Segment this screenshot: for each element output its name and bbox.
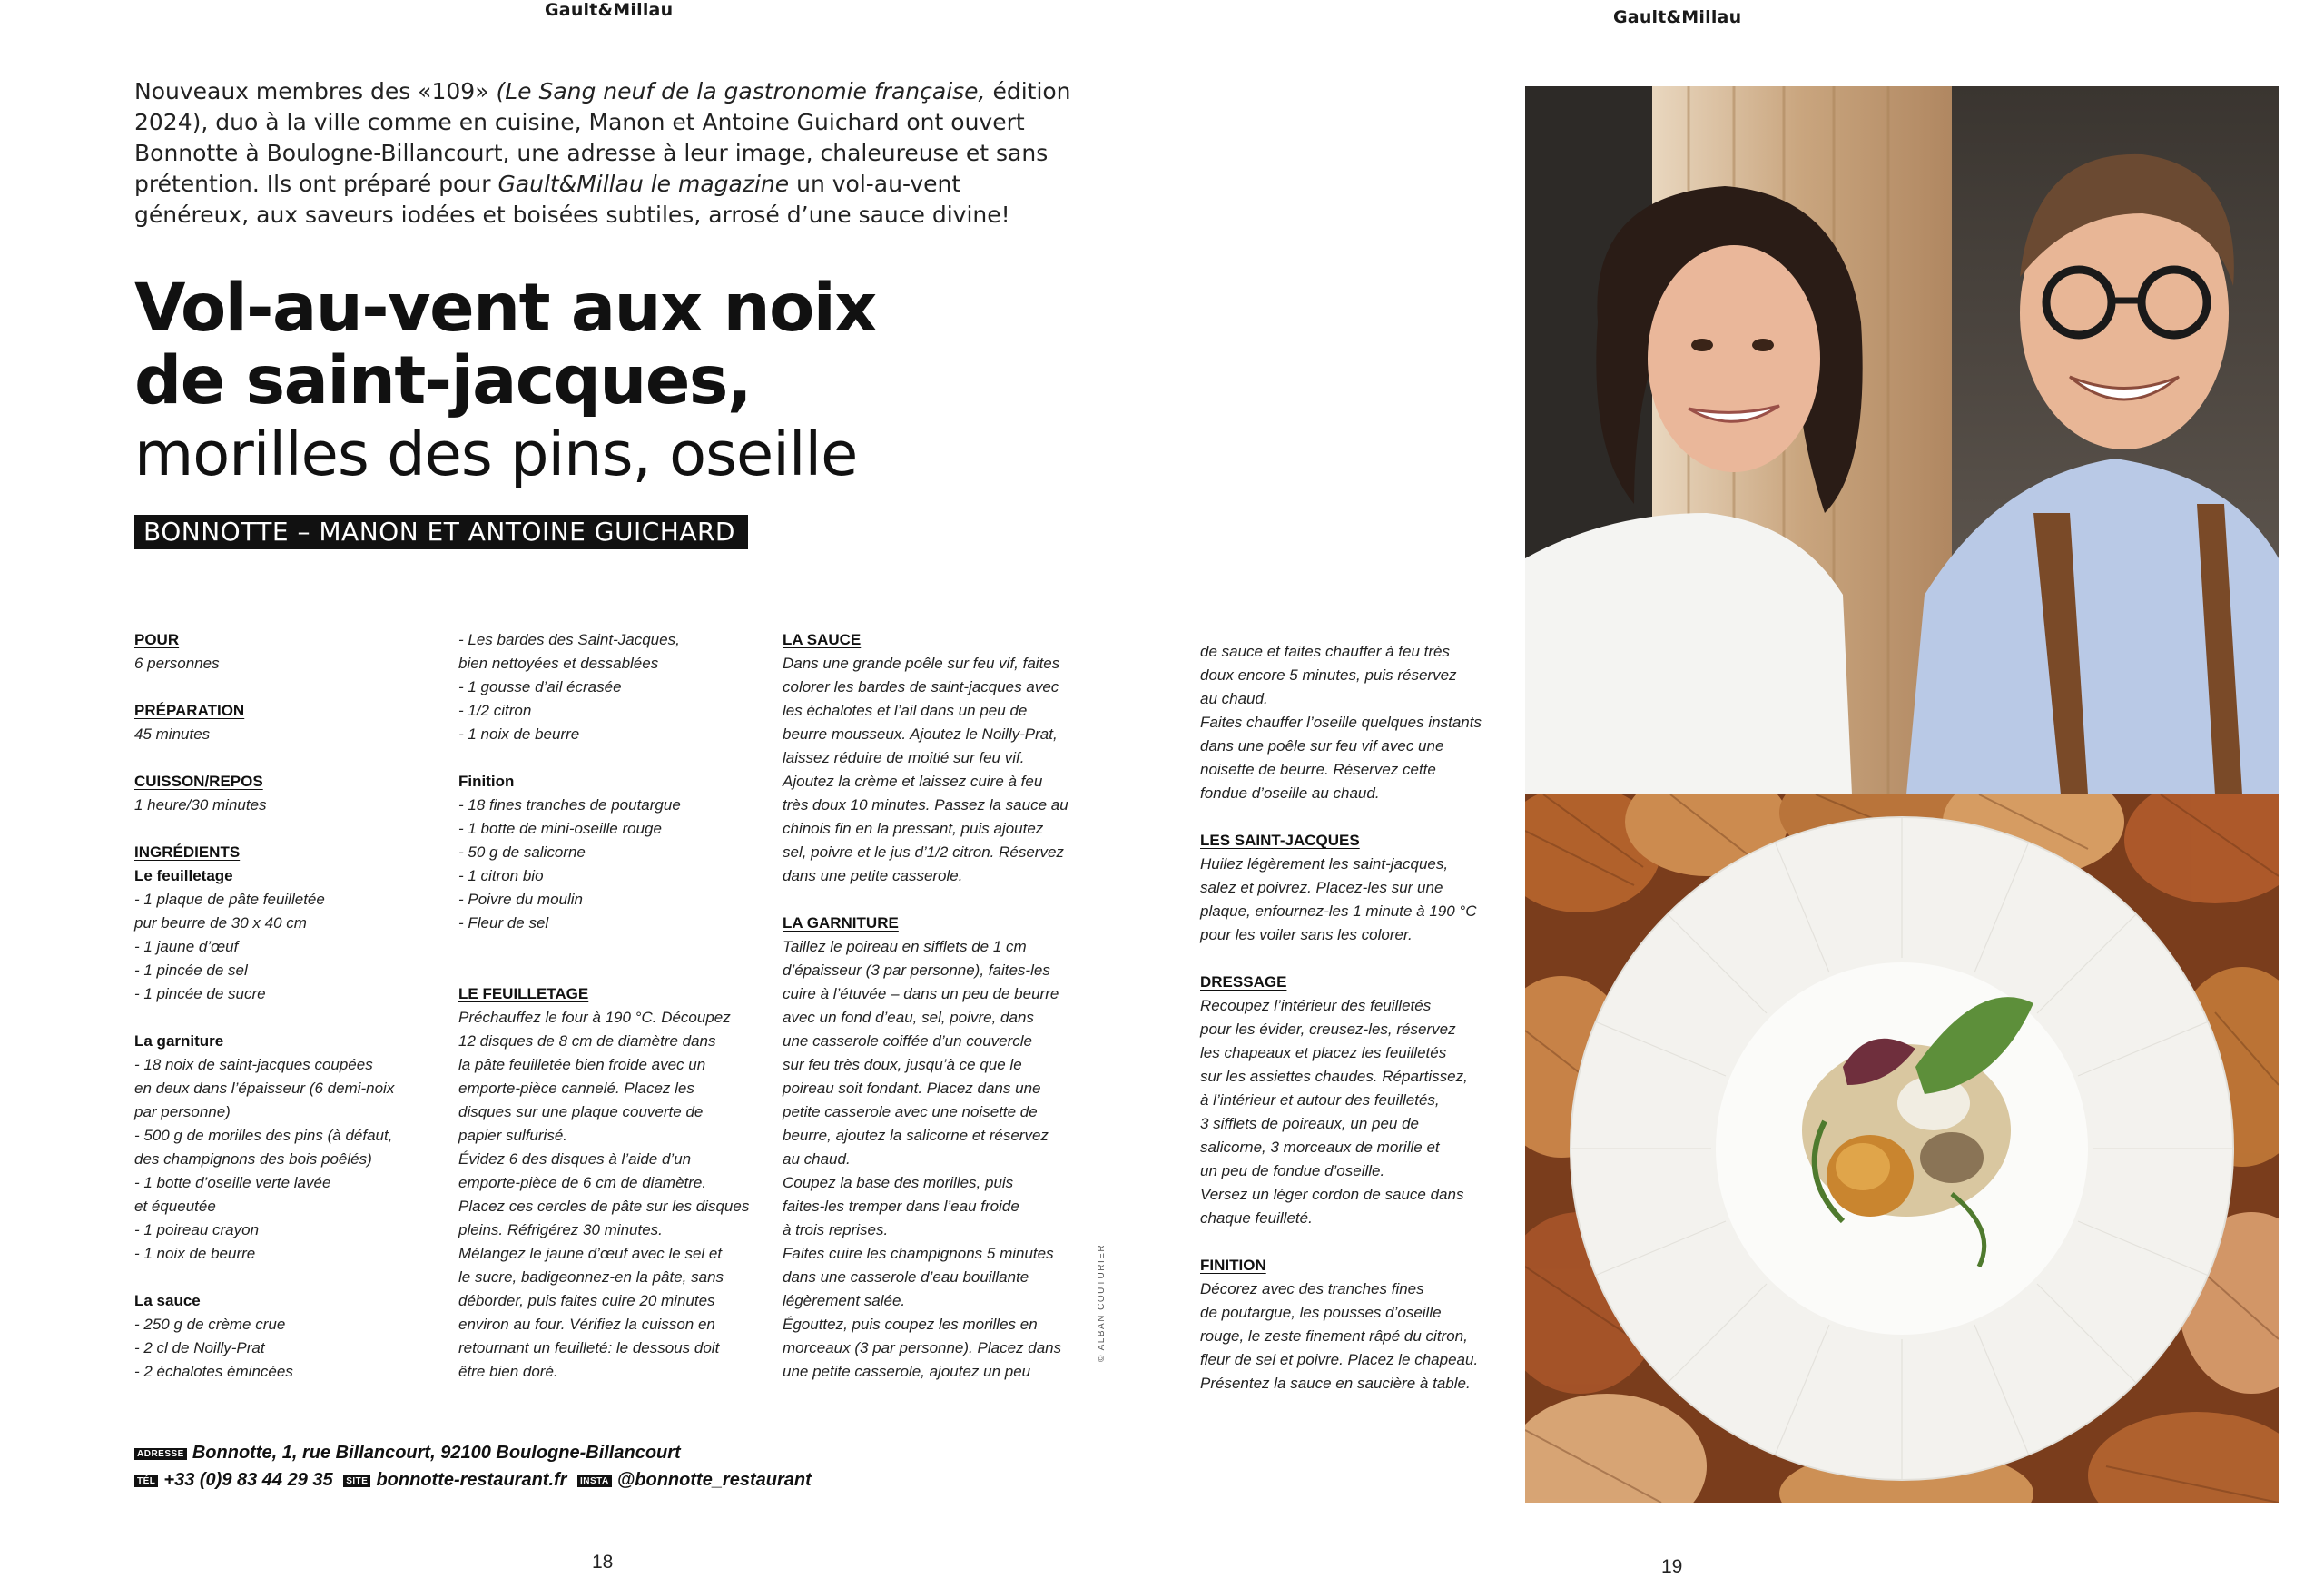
step-line: dans une poêle sur feu vif avec une [1200, 737, 1444, 755]
ingredient-line: - 250 g de crème crue [134, 1316, 286, 1333]
section-heading-cuisson: CUISSON/REPOS [134, 773, 263, 790]
ingredient-line: - 18 fines tranches de poutargue [458, 796, 681, 814]
intro-paragraph: Nouveaux membres des «109» (Le Sang neuf de la gastronomie française, édition 2024), duo à la ville comme en cuisine, Manon et Antoine Guichard ont ouvert Bonnotte à Boulogne-Billancourt, une adresse à leur image, chaleureuse et sans prétention. Ils ont préparé pour Gault&Millau le magazine un vol-au-vent généreux, aux saveurs iodées et boisées subtiles, arrosé d’une sauce divine! [134, 78, 1071, 228]
ingredient-line: pur beurre de 30 x 40 cm [134, 914, 307, 932]
section-heading-preparation: PRÉPARATION [134, 702, 245, 719]
ingredient-line: en deux dans l’épaisseur (6 demi-noix [134, 1080, 395, 1097]
step-line: le sucre, badigeonnez-en la pâte, sans [458, 1268, 724, 1286]
step-line: rouge, le zeste finement râpé du citron, [1200, 1327, 1468, 1345]
step-line: les échalotes et l’ail dans un peu de [783, 702, 1028, 719]
step-line: Préchauffez le four à 190 °C. Découpez [458, 1009, 731, 1026]
ingredient-line: - 1 botte d’oseille verte lavée [134, 1174, 331, 1191]
dish-illustration [1525, 794, 2279, 1503]
ingredient-line: - Fleur de sel [458, 914, 549, 932]
page-number-right: 19 [1661, 1556, 1683, 1577]
step-line: Recoupez l’intérieur des feuilletés [1200, 997, 1432, 1014]
masthead-right: Gault&Millau [1613, 7, 1742, 27]
step-line: beurre, ajoutez la salicorne et réservez [783, 1127, 1049, 1144]
step-line: sel, poivre et le jus d’1/2 citron. Réservez [783, 843, 1064, 861]
insta-tag: INSTA [577, 1475, 612, 1487]
step-line: de sauce et faites chauffer à feu très [1200, 643, 1450, 660]
section-heading-garniture: LA GARNITURE [783, 914, 899, 932]
step-line: noisette de beurre. Réservez cette [1200, 761, 1436, 778]
step-line: d’épaisseur (3 par personne), faites-les [783, 962, 1050, 979]
recipe-column-1 [134, 628, 434, 1384]
ingredient-line: par personne) [134, 1103, 231, 1120]
step-line: pour les voiler sans les colorer. [1200, 926, 1413, 943]
ingredient-line: bien nettoyées et dessablées [458, 655, 659, 672]
website-link[interactable]: bonnotte-restaurant.fr [376, 1470, 567, 1490]
instagram-link[interactable]: @bonnotte_restaurant [616, 1470, 812, 1490]
step-line: déborder, puis faites cuire 20 minutes [458, 1292, 715, 1309]
step-line: fondue d’oseille au chaud. [1200, 784, 1380, 802]
step-line: pleins. Réfrigérez 30 minutes. [458, 1221, 663, 1238]
ingredient-line: - 1 noix de beurre [458, 725, 580, 743]
ingredient-line: - 1 plaque de pâte feuilletée [134, 891, 325, 908]
step-line: au chaud. [1200, 690, 1268, 707]
recipe-title-line-2: de saint-jacques, [134, 342, 752, 419]
step-line: Décorez avec des tranches fines [1200, 1280, 1424, 1297]
prep-time-value: 45 minutes [134, 725, 211, 743]
step-line: sur les assiettes chaudes. Répartissez, [1200, 1068, 1468, 1085]
recipe-subtitle: morilles des pins, oseille [134, 419, 858, 489]
section-heading-feuilletage: LE FEUILLETAGE [458, 985, 589, 1002]
step-line: laissez réduire de moitié sur feu vif. [783, 749, 1025, 766]
ingredient-line: - 1 botte de mini-oseille rouge [458, 820, 662, 837]
step-line: avec un fond d’eau, sel, poivre, dans [783, 1009, 1034, 1026]
recipe-title [134, 272, 1042, 418]
restaurant-info [134, 1439, 812, 1494]
ingredient-line: - 1 pincée de sel [134, 962, 248, 979]
step-line: au chaud. [783, 1150, 851, 1168]
ingredient-line: - 18 noix de saint-jacques coupées [134, 1056, 373, 1073]
step-line: Coupez la base des morilles, puis [783, 1174, 1014, 1191]
step-line: plaque, enfournez-les 1 minute à 190 °C [1200, 902, 1477, 920]
step-line: Taillez le poireau en sifflets de 1 cm [783, 938, 1027, 955]
step-line: Huilez légèrement les saint-jacques, [1200, 855, 1449, 873]
step-line: cuire à l’étuvée – dans un peu de beurre [783, 985, 1059, 1002]
ingredient-line: - 1/2 citron [458, 702, 532, 719]
cook-time-value: 1 heure/30 minutes [134, 796, 267, 814]
ingredient-line: - 1 pincée de sucre [134, 985, 266, 1002]
dish-photo [1525, 794, 2279, 1503]
step-line: emporte-pièce de 6 cm de diamètre. [458, 1174, 707, 1191]
recipe-column-2 [458, 628, 767, 1384]
ingredient-line: - 50 g de salicorne [458, 843, 586, 861]
ingredient-line: - Les bardes des Saint-Jacques, [458, 631, 680, 648]
section-heading-sauce: LA SAUCE [783, 631, 862, 648]
step-line: papier sulfurisé. [458, 1127, 568, 1144]
section-heading-finition: FINITION [1200, 1257, 1266, 1274]
ingredient-line: des champignons des bois poêlés) [134, 1150, 372, 1168]
step-line: Dans une grande poêle sur feu vif, faites [783, 655, 1060, 672]
chefs-portrait-illustration [1525, 86, 2279, 794]
step-line: la pâte feuilletée bien froide avec un [458, 1056, 706, 1073]
ingredient-line: - 500 g de morilles des pins (à défaut, [134, 1127, 393, 1144]
step-line: disques sur une plaque couverte de [458, 1103, 704, 1120]
servings-value: 6 personnes [134, 655, 220, 672]
step-line: les chapeaux et placez les feuilletés [1200, 1044, 1447, 1061]
step-line: dans une casserole d’eau bouillante [783, 1268, 1029, 1286]
site-tag: SITE [343, 1475, 370, 1487]
step-line: fleur de sel et poivre. Placez le chapeau. [1200, 1351, 1479, 1368]
step-line: Ajoutez la crème et laissez cuire à feu [783, 773, 1043, 790]
step-line: Versez un léger cordon de sauce dans [1200, 1186, 1464, 1203]
step-line: retournant un feuilleté: le dessous doit [458, 1339, 720, 1356]
step-line: sur feu très doux, jusqu’à ce que le [783, 1056, 1022, 1073]
adresse-tag: ADRESSE [134, 1448, 187, 1460]
step-line: un peu de fondue d’oseille. [1200, 1162, 1385, 1179]
step-line: Présentez la sauce en saucière à table. [1200, 1375, 1471, 1392]
step-line: Évidez 6 des disques à l’aide d’un [458, 1150, 692, 1168]
step-line: très doux 10 minutes. Passez la sauce au [783, 796, 1068, 814]
ingredient-line: - 2 cl de Noilly-Prat [134, 1339, 265, 1356]
step-line: salez et poivrez. Placez-les sur une [1200, 879, 1443, 896]
subheading-sauce: La sauce [134, 1292, 201, 1309]
section-heading-pour: POUR [134, 631, 180, 648]
step-line: doux encore 5 minutes, puis réservez [1200, 666, 1457, 684]
step-line: légèrement salée. [783, 1292, 906, 1309]
step-line: à l’intérieur et autour des feuilletés, [1200, 1091, 1440, 1109]
step-line: emporte-pièce cannelé. Placez les [458, 1080, 694, 1097]
ingredient-line: - 1 gousse d’ail écrasée [458, 678, 622, 695]
subheading-feuilletage: Le feuilletage [134, 867, 233, 884]
recipe-column-3 [783, 628, 1096, 1384]
phone-text: +33 (0)9 83 44 29 35 [163, 1470, 333, 1490]
step-line: chinois fin en la pressant, puis ajoutez [783, 820, 1044, 837]
subheading-finition: Finition [458, 773, 515, 790]
address-line [134, 1439, 812, 1466]
ingredient-line: - 1 jaune d’œuf [134, 938, 239, 955]
step-line: faites-les tremper dans l’eau froide [783, 1198, 1019, 1215]
ingredient-line: - 1 citron bio [458, 867, 544, 884]
step-line: 3 sifflets de poireaux, un peu de [1200, 1115, 1419, 1132]
step-line: petite casserole avec une noisette de [783, 1103, 1038, 1120]
step-line: de poutargue, les pousses d’oseille [1200, 1304, 1442, 1321]
step-line: colorer les bardes de saint-jacques avec [783, 678, 1059, 695]
ingredient-line: et équeutée [134, 1198, 216, 1215]
ingredient-line: - Poivre du moulin [458, 891, 584, 908]
ingredient-line: - 2 échalotes émincées [134, 1363, 293, 1380]
step-line: chaque feuilleté. [1200, 1209, 1313, 1227]
step-line: poireau soit fondant. Placez dans une [783, 1080, 1041, 1097]
step-line: beurre mousseux. Ajoutez le Noilly-Prat, [783, 725, 1058, 743]
section-heading-saint-jacques: LES SAINT-JACQUES [1200, 832, 1360, 849]
section-heading-dressage: DRESSAGE [1200, 973, 1287, 991]
recipe-column-4 [1200, 640, 1509, 1396]
tel-tag: TÉL [134, 1475, 158, 1487]
contact-line [134, 1466, 812, 1494]
subheading-garniture: La garniture [134, 1032, 224, 1050]
recipe-title-line-1: Vol-au-vent aux noix [134, 270, 876, 347]
chefs-portrait-photo [1525, 86, 2279, 794]
step-line: salicorne, 3 morceaux de morille et [1200, 1139, 1440, 1156]
step-line: Mélangez le jaune d’œuf avec le sel et [458, 1245, 723, 1262]
step-line: Placez ces cercles de pâte sur les disques [458, 1198, 750, 1215]
step-line: une petite casserole, ajoutez un peu [783, 1363, 1031, 1380]
step-line: pour les évider, creusez-les, réservez [1200, 1021, 1456, 1038]
page-number-left: 18 [592, 1552, 614, 1573]
ingredient-line: - 1 poireau crayon [134, 1221, 260, 1238]
step-line: être bien doré. [458, 1363, 558, 1380]
step-line: à trois reprises. [783, 1221, 889, 1238]
step-line: morceaux (3 par personne). Placez dans [783, 1339, 1062, 1356]
section-heading-ingredients: INGRÉDIENTS [134, 843, 241, 861]
step-line: une casserole coiffée d’un couvercle [783, 1032, 1032, 1050]
masthead-left: Gault&Millau [545, 0, 674, 20]
step-line: 12 disques de 8 cm de diamètre dans [458, 1032, 716, 1050]
step-line: Faites cuire les champignons 5 minutes [783, 1245, 1054, 1262]
chef-banner: BONNOTTE – MANON ET ANTOINE GUICHARD [134, 515, 748, 549]
step-line: Faites chauffer l’oseille quelques instants [1200, 714, 1482, 731]
step-line: environ au four. Vérifiez la cuisson en [458, 1316, 715, 1333]
step-line: Égouttez, puis coupez les morilles en [783, 1316, 1038, 1333]
step-line: dans une petite casserole. [783, 867, 963, 884]
ingredient-line: - 1 noix de beurre [134, 1245, 256, 1262]
photo-credit: © ALBAN COUTURIER [1097, 1243, 1107, 1362]
address-text: Bonnotte, 1, rue Billancourt, 92100 Boulogne-Billancourt [192, 1443, 681, 1463]
